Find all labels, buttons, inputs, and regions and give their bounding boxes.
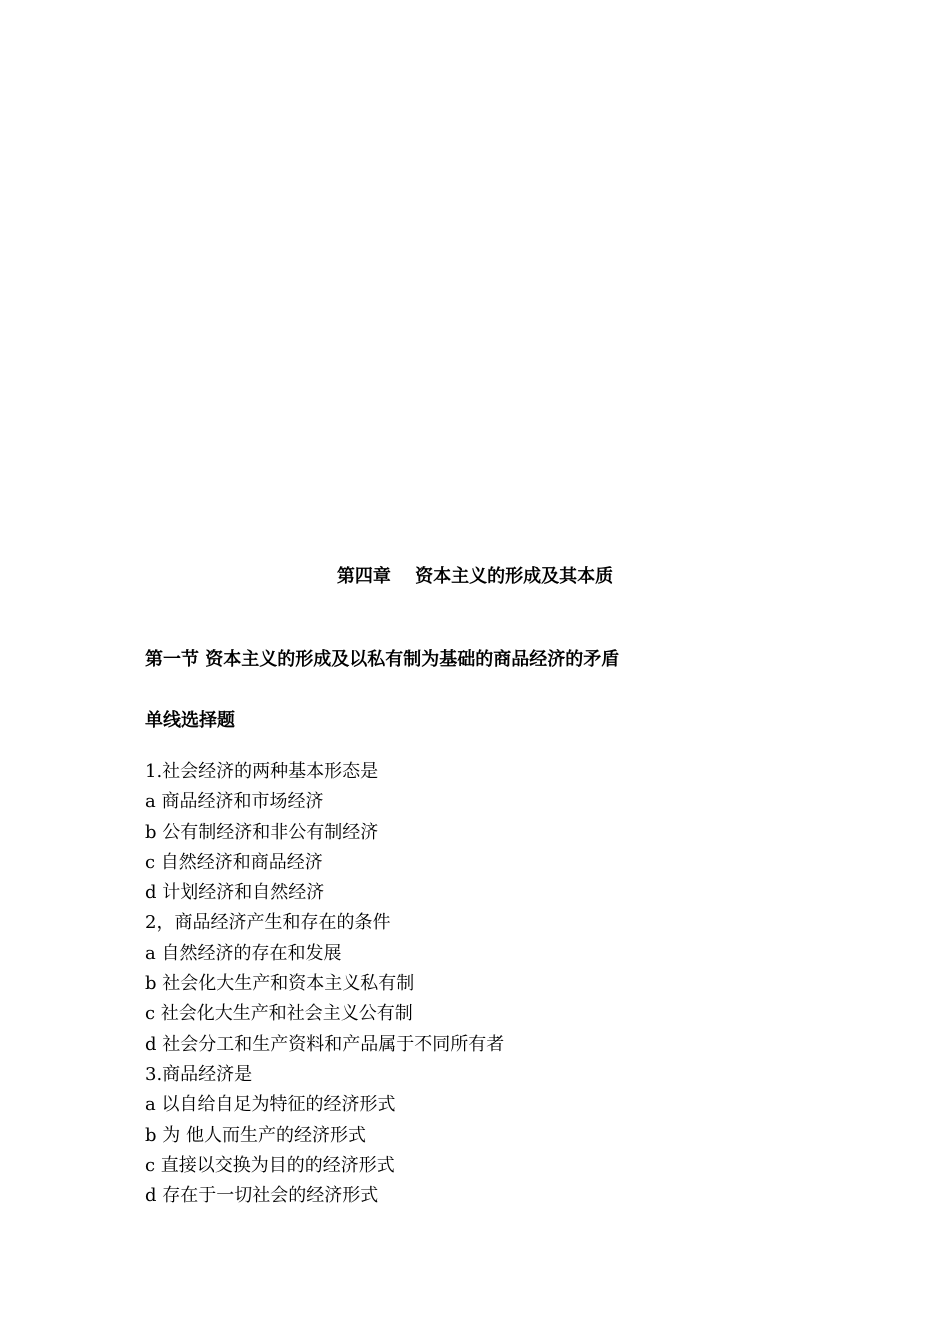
question-option: d 计划经济和自然经济: [145, 882, 325, 904]
question-option: a 以自给自足为特征的经济形式: [145, 1094, 396, 1116]
question-option: b 公有制经济和非公有制经济: [145, 821, 379, 843]
question-option: d 社会分工和生产资料和产品属于不同所有者: [145, 1033, 505, 1055]
question-option: b 社会化大生产和资本主义私有制: [145, 973, 415, 995]
question-stem: 1.社会经济的两种基本形态是: [145, 761, 379, 782]
question-type-title: 单线选择题: [145, 710, 235, 731]
question-option: b 为 他人而生产的经济形式: [145, 1124, 366, 1146]
question-option: a 商品经济和市场经济: [145, 791, 324, 813]
question-option: c 直接以交换为目的的经济形式: [145, 1154, 395, 1176]
section-title: 第一节 资本主义的形成及以私有制为基础的商品经济的矛盾: [145, 649, 620, 670]
question-option: a 自然经济的存在和发展: [145, 942, 342, 964]
chapter-title: 第四章 资本主义的形成及其本质: [336, 566, 614, 587]
question-stem: 3.商品经济是: [145, 1063, 253, 1085]
question-option: c 社会化大生产和社会主义公有制: [145, 1003, 413, 1025]
question-option: c 自然经济和商品经济: [145, 851, 323, 873]
question-stem: 2，商品经济产生和存在的条件: [145, 912, 391, 934]
question-list: [145, 757, 845, 1211]
question-option: d 存在于一切社会的经济形式: [145, 1185, 379, 1207]
